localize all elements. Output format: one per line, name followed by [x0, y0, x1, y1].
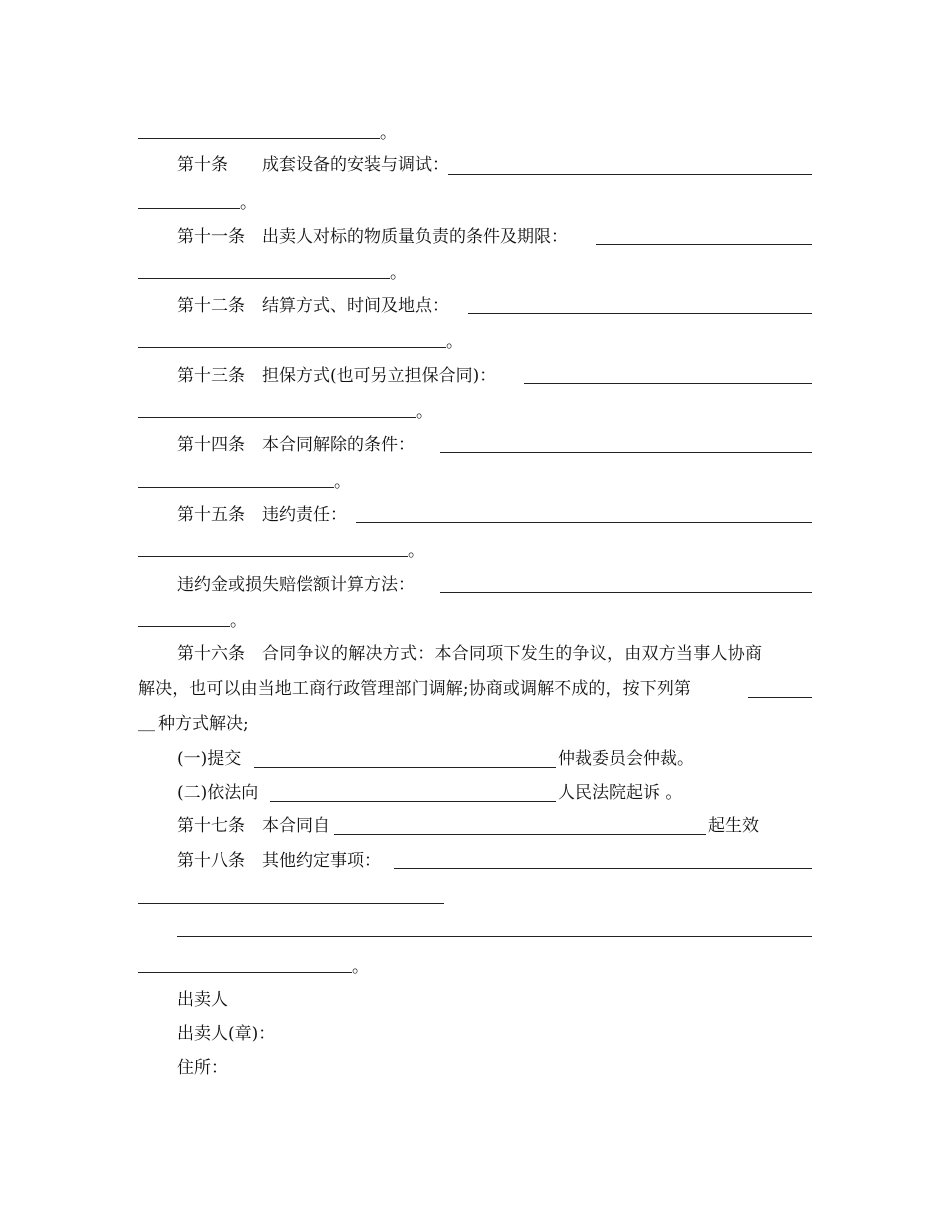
penalty-blank-cont[interactable]	[138, 626, 230, 627]
article-11-blank[interactable]	[596, 244, 812, 245]
article-17-suffix: 起生效	[708, 816, 759, 836]
article-11-text: 出卖人对标的物质量负责的条件及期限：	[262, 227, 568, 247]
article-17-label: 第十七条	[177, 816, 245, 836]
article-16-line1: 合同争议的解决方式：本合同项下发生的争议，由双方当事人协商	[262, 644, 763, 664]
article-10-blank-cont[interactable]	[138, 208, 240, 209]
period: 。	[240, 193, 257, 213]
article-12-blank[interactable]	[468, 313, 812, 314]
period: 。	[446, 332, 463, 352]
address-label: 住所：	[177, 1058, 228, 1078]
article-15-text: 违约责任：	[262, 505, 347, 525]
period: 。	[416, 402, 433, 422]
article-16-label: 第十六条	[177, 644, 245, 664]
option-2-prefix: (二)依法向	[177, 783, 259, 803]
period: 。	[408, 541, 425, 561]
penalty-text: 违约金或损失赔偿额计算方法：	[177, 575, 415, 595]
article-16-choice-blank[interactable]	[748, 697, 812, 698]
article-10-blank[interactable]	[448, 174, 812, 175]
effective-date-blank[interactable]	[334, 834, 706, 835]
article-16-line2: 解决，也可以由当地工商行政管理部门调解;协商或调解不成的，按下列第	[138, 679, 692, 699]
seller-label: 出卖人	[177, 990, 228, 1010]
period: 。	[230, 611, 247, 631]
article-12-label: 第十二条	[177, 296, 245, 316]
article-13-blank-cont[interactable]	[138, 417, 416, 418]
period: 。	[390, 263, 407, 283]
article-17-prefix: 本合同自	[262, 816, 330, 836]
period: 。	[352, 957, 369, 977]
article-13-blank[interactable]	[524, 383, 812, 384]
article-18-blank[interactable]	[394, 868, 812, 869]
article-14-blank[interactable]	[440, 452, 812, 453]
article-12-blank-cont[interactable]	[138, 347, 446, 348]
period: 。	[334, 472, 351, 492]
article-12-text: 结算方式、时间及地点：	[262, 296, 449, 316]
article-18-blank-cont[interactable]	[138, 903, 444, 904]
court-blank[interactable]	[270, 801, 556, 802]
article-14-label: 第十四条	[177, 435, 245, 455]
penalty-blank[interactable]	[440, 592, 812, 593]
seller-seal-label: 出卖人(章)：	[177, 1024, 276, 1044]
extra-blank-cont[interactable]	[138, 972, 352, 973]
option-1-prefix: (一)提交	[177, 749, 242, 769]
article-15-blank[interactable]	[356, 522, 812, 523]
article-11-blank-cont[interactable]	[138, 278, 390, 279]
article-10-label: 第十条	[177, 155, 228, 175]
extra-blank[interactable]	[177, 936, 812, 937]
article-13-text: 担保方式(也可另立担保合同)：	[262, 366, 497, 386]
option-1-suffix: 仲裁委员会仲裁。	[558, 749, 694, 769]
article-11-label: 第十一条	[177, 227, 245, 247]
article-13-label: 第十三条	[177, 366, 245, 386]
article-16-line3: 种方式解决;	[158, 714, 249, 734]
article-14-text: 本合同解除的条件：	[262, 435, 415, 455]
article-15-blank-cont[interactable]	[138, 556, 408, 557]
article-16-line3-prefix: __	[138, 712, 155, 732]
option-2-suffix: 人民法院起诉 。	[558, 783, 683, 803]
article-18-text: 其他约定事项：	[262, 851, 381, 871]
article-15-label: 第十五条	[177, 505, 245, 525]
arbitration-blank[interactable]	[254, 767, 556, 768]
article-10-text: 成套设备的安装与调试：	[262, 155, 449, 175]
period: 。	[380, 123, 397, 143]
article-14-blank-cont[interactable]	[138, 487, 334, 488]
fill-blank[interactable]	[138, 138, 380, 139]
article-18-label: 第十八条	[177, 851, 245, 871]
